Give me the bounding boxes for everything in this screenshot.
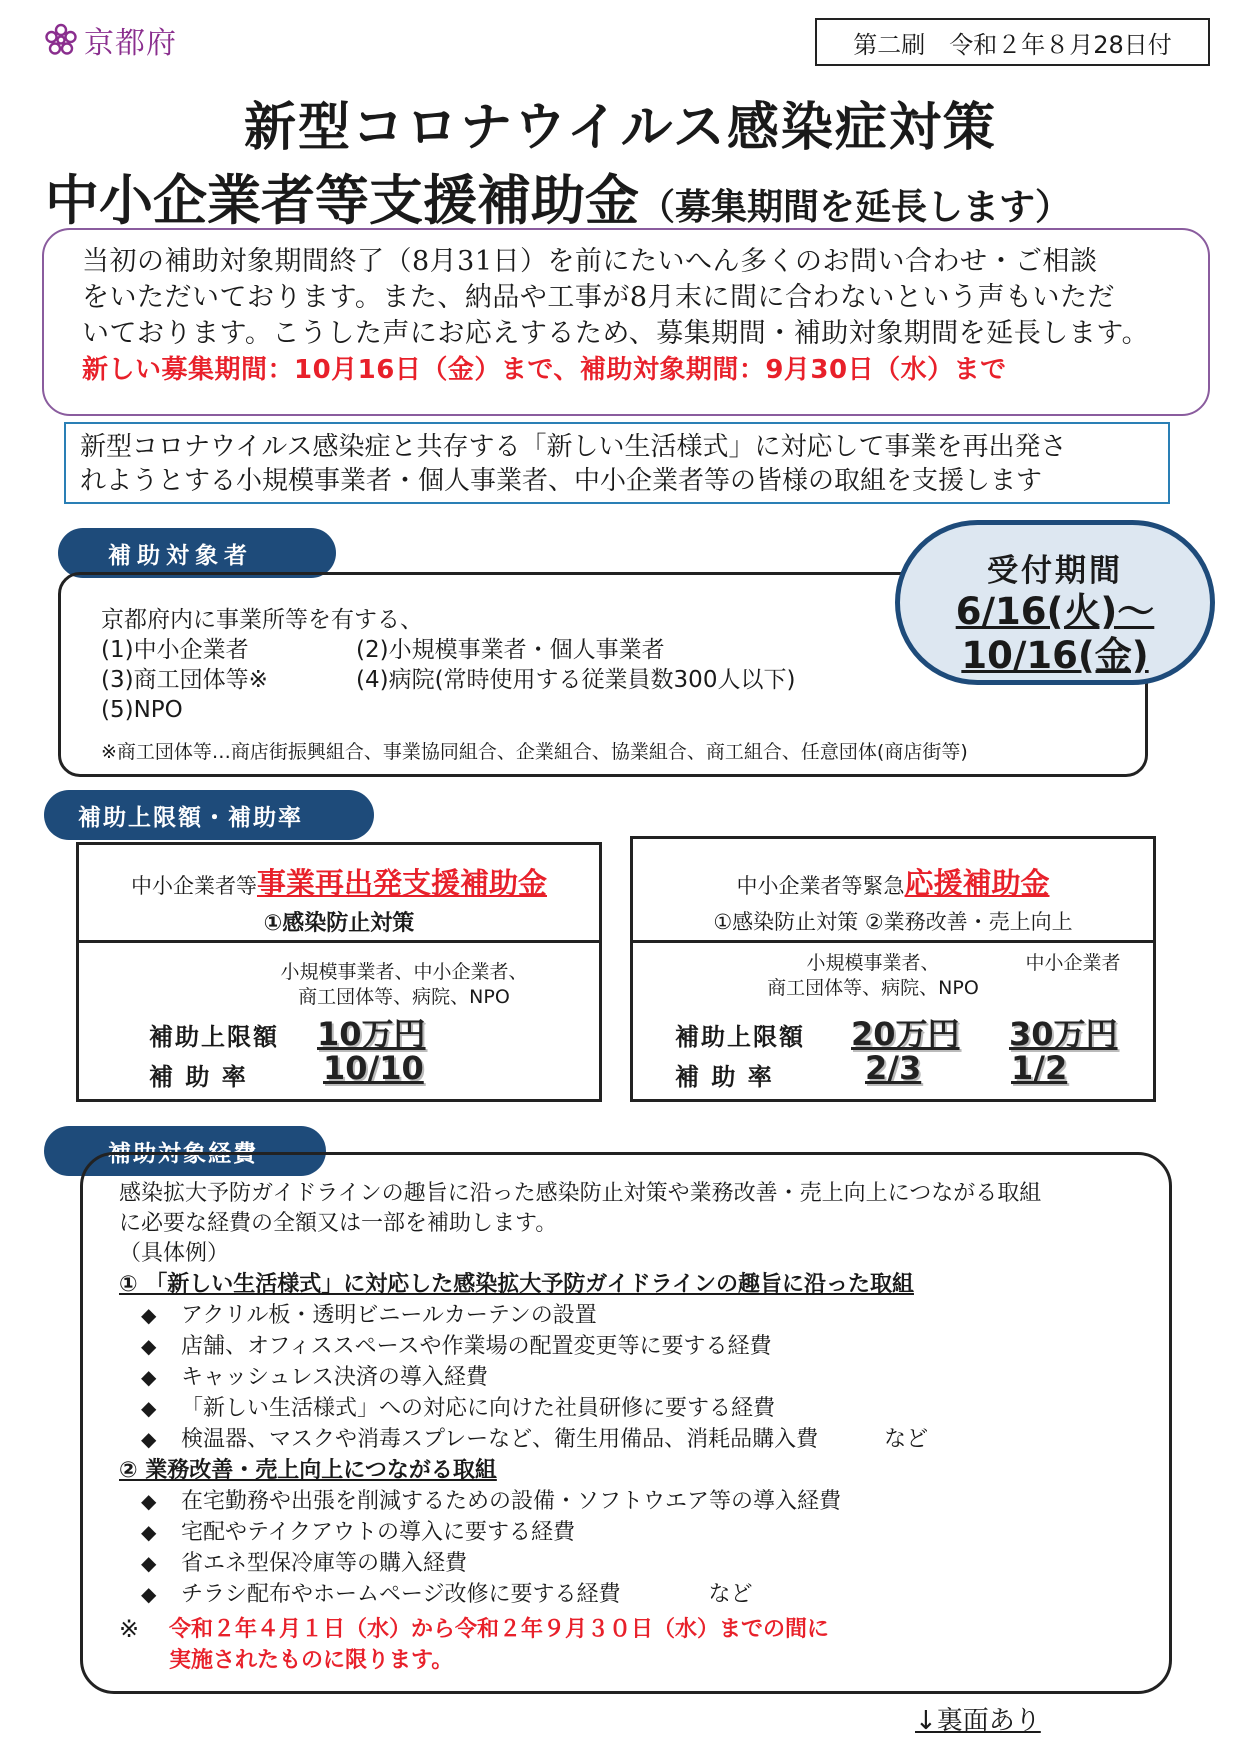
notice-line: をいただいております。また、納品や工事が8月末に間に合わないという声もいただ: [82, 282, 1116, 313]
note-mark: ※: [119, 1615, 140, 1643]
intro-line: 新型コロナウイルス感染症と共存する「新しい生活様式」に対応して事業を再出発さ: [80, 432, 1067, 462]
intro-line: れようとする小規模事業者・個人事業者、中小企業者等の皆様の取組を支援します: [80, 466, 1043, 496]
list-item: [119, 1486, 1133, 1517]
list-item-text: 「新しい生活様式」への対応に向けた社員研修に要する経費: [181, 1396, 776, 1421]
flower-emblem-icon: [44, 23, 78, 57]
targets-footnote: ※商工団体等…商店街振興組合、事業協同組合、企業組合、協業組合、商工組合、任意団体(商店街等): [101, 741, 968, 763]
notice-line: 当初の補助対象期間終了（8月31日）を前にたいへん多くのお問い合わせ・ご相談: [82, 246, 1098, 277]
diamond-bullet-icon: ◆: [141, 1365, 157, 1389]
list-item-text: アクリル板・透明ビニールカーテンの設置: [181, 1303, 597, 1328]
list-item: [119, 1517, 1133, 1548]
target-item: (3)商工団体等※: [101, 667, 268, 693]
eligible-line: 商工団体等、病院、NPO: [767, 977, 979, 999]
list-item-text: 店舗、オフィススペースや作業場の配置変更等に要する経費: [181, 1334, 772, 1359]
diamond-bullet-icon: ◆: [141, 1396, 157, 1420]
list-item: [119, 1579, 1133, 1610]
eligible-line: 中小企業者: [1025, 952, 1121, 974]
period-start: 6/16(火)～: [955, 590, 1155, 633]
subsidy-name: 事業再出発支援補助金: [256, 866, 547, 900]
print-info: 第二刷 令和２年８月28日付: [815, 18, 1210, 66]
list-item: [119, 1362, 1133, 1393]
list-item: [119, 1331, 1133, 1362]
limit-label: 補助上限額: [675, 1023, 805, 1051]
diamond-bullet-icon: ◆: [141, 1489, 157, 1513]
eligible-line: 商工団体等、病院、NPO: [298, 986, 510, 1008]
list-item: [119, 1424, 1133, 1455]
target-item: (5)NPO: [101, 697, 183, 723]
rate-label: 補 助 率: [675, 1063, 774, 1091]
diamond-bullet-icon: ◆: [141, 1520, 157, 1544]
period-condition: 令和２年４月１日（水）から令和２年９月３０日（水）までの間に: [169, 1617, 830, 1642]
list-item-text: 検温器、マスクや消毒スプレーなど、衛生用備品、消耗品購入費 など: [181, 1427, 929, 1452]
section-tab-targets: 補助対象者: [58, 528, 336, 578]
diamond-bullet-icon: ◆: [141, 1334, 157, 1358]
list-item: [119, 1300, 1133, 1331]
expense-category-2: ② 業務改善・売上向上につながる取組: [119, 1458, 497, 1483]
subsidy-prefix: 中小企業者等: [130, 874, 257, 898]
expenses-intro: 感染拡大予防ガイドラインの趣旨に沿った感染防止対策や業務改善・売上向上につながる取組: [119, 1181, 1042, 1206]
list-item: [119, 1548, 1133, 1579]
period-condition: 実施されたものに限ります。: [169, 1648, 454, 1673]
notice-new-period: 新しい募集期間：10月16日（金）まで、補助対象期間：9月30日（水）まで: [82, 355, 1007, 385]
section-tab-expenses: 補助対象経費: [44, 1126, 326, 1176]
subsidy-card-restart: [76, 842, 602, 1102]
limit-value-sme: 30万円: [1009, 1015, 1118, 1053]
target-item: (4)病院(常時使用する従業員数300人以下): [356, 667, 796, 693]
expenses-intro: に必要な経費の全額又は一部を補助します。: [119, 1211, 558, 1236]
period-end: 10/16(金): [961, 634, 1149, 677]
list-item-text: チラシ配布やホームページ改修に要する経費 など: [181, 1582, 753, 1607]
limit-label: 補助上限額: [149, 1023, 279, 1051]
reverse-side-note: ↓裏面あり: [915, 1706, 1041, 1736]
example-label: （具体例）: [119, 1241, 230, 1266]
list-item-text: 在宅勤務や出張を削減するための設備・ソフトウエア等の導入経費: [181, 1489, 842, 1514]
period-label: 受付期間: [987, 553, 1123, 589]
diamond-bullet-icon: ◆: [141, 1427, 157, 1451]
rate-value-small: 2/3: [865, 1049, 922, 1087]
notice-line: いております。こうした声にお応えするため、募集期間・補助対象期間を延長します。: [82, 318, 1150, 349]
subtitle-extension-note: （募集期間を延長します）: [639, 187, 1072, 228]
logo-text: 京都府: [84, 26, 177, 61]
targets-lead: 京都府内に事業所等を有する、: [101, 607, 423, 633]
diamond-bullet-icon: ◆: [141, 1551, 157, 1575]
page-title: 新型コロナウイルス感染症対策: [244, 98, 997, 158]
rate-value-sme: 1/2: [1011, 1049, 1068, 1087]
expense-category-1: ① 「新しい生活様式」に対応した感染拡大予防ガイドラインの趣旨に沿った取組: [119, 1272, 914, 1297]
subsidy-name: 応援補助金: [904, 866, 1050, 900]
eligible-line: 小規模事業者、中小企業者、: [280, 961, 528, 983]
subsidy-prefix: 中小企業者等緊急: [736, 874, 905, 898]
subsidy-purpose: ①感染防止対策: [263, 911, 415, 936]
limit-value: 10万円: [317, 1015, 426, 1053]
list-item-text: キャッシュレス決済の導入経費: [181, 1365, 488, 1390]
intro-box: [64, 422, 1170, 504]
rate-value: 10/10: [323, 1049, 424, 1087]
rate-label: 補 助 率: [149, 1063, 248, 1091]
diamond-bullet-icon: ◆: [141, 1582, 157, 1606]
limit-value-small: 20万円: [851, 1015, 960, 1053]
eligible-line: 小規模事業者、: [806, 952, 940, 974]
diamond-bullet-icon: ◆: [141, 1303, 157, 1327]
list-item-text: 省エネ型保冷庫等の購入経費: [181, 1551, 468, 1576]
subtitle-main: 中小企業者等支援補助金: [45, 169, 639, 232]
target-item: (2)小規模事業者・個人事業者: [356, 637, 665, 663]
subsidy-card-emergency: [630, 836, 1156, 1102]
application-period-badge: [895, 520, 1215, 685]
expenses-box: [80, 1152, 1172, 1694]
list-item-text: 宅配やテイクアウトの導入に要する経費: [181, 1520, 576, 1545]
list-item: [119, 1393, 1133, 1424]
page-subtitle: [45, 158, 1071, 235]
target-item: (1)中小企業者: [101, 637, 249, 663]
extension-notice: [42, 228, 1210, 416]
subsidy-purpose: ①感染防止対策 ②業務改善・売上向上: [713, 910, 1073, 934]
section-tab-amounts: 補助上限額・補助率: [44, 790, 374, 840]
prefecture-logo: [44, 18, 177, 62]
